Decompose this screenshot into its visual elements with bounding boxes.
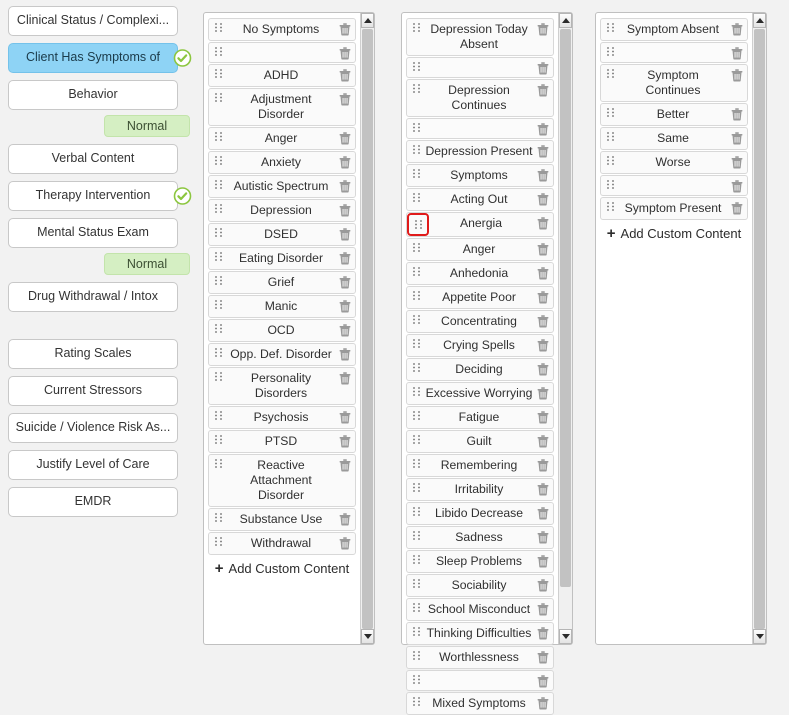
list-item-label: Anger — [264, 131, 298, 145]
list-item[interactable] — [208, 454, 356, 507]
sidebar-item-6 — [8, 282, 190, 312]
trash-icon[interactable] — [729, 178, 745, 193]
sidebar-button-10[interactable]: Justify Level of Care — [8, 450, 178, 480]
list-item[interactable] — [208, 508, 356, 531]
list-item-label: Mixed Symptoms — [432, 696, 526, 710]
drag-handle-icon[interactable] — [409, 433, 423, 444]
list-item-blank[interactable] — [600, 42, 748, 63]
list-item[interactable] — [406, 310, 554, 333]
trash-icon[interactable] — [337, 535, 353, 550]
list-item[interactable] — [406, 454, 554, 477]
sidebar-item-8 — [8, 376, 190, 406]
list-item-label: Deciding — [455, 362, 503, 376]
trash-icon[interactable] — [535, 505, 551, 520]
drag-handle-icon[interactable] — [211, 535, 225, 546]
list-item-label — [617, 178, 729, 180]
sidebar-button-6[interactable]: Drug Withdrawal / Intox — [8, 282, 178, 312]
list-item[interactable] — [208, 151, 356, 174]
trash-icon[interactable] — [535, 577, 551, 592]
sidebar-item-9 — [8, 413, 190, 443]
scroll-down-arrow-icon[interactable] — [361, 629, 374, 644]
trash-icon[interactable] — [729, 200, 745, 215]
column-diagnosis-list — [203, 12, 375, 645]
list-item-label: Irritability — [454, 482, 504, 496]
scrollbar-column-1[interactable] — [360, 13, 374, 644]
sidebar-item-11 — [8, 487, 190, 517]
drag-handle-icon[interactable] — [603, 178, 617, 189]
trash-icon[interactable] — [535, 241, 551, 256]
sidebar-button-0[interactable]: Clinical Status / Complexi... — [8, 6, 178, 36]
scrollbar-thumb[interactable] — [754, 29, 765, 629]
trash-icon[interactable] — [337, 433, 353, 448]
trash-icon[interactable] — [337, 250, 353, 265]
list-item[interactable] — [208, 271, 356, 294]
trash-icon[interactable] — [337, 154, 353, 169]
drag-handle-icon[interactable] — [211, 274, 225, 285]
sidebar-button-4[interactable]: Therapy Intervention — [8, 181, 178, 211]
add-custom-content-button[interactable] — [208, 556, 356, 580]
drag-handle-icon[interactable] — [409, 143, 423, 154]
drag-handle-icon[interactable] — [409, 409, 423, 420]
trash-icon[interactable] — [535, 649, 551, 664]
list-item-label: Adjustment Disorder — [250, 92, 312, 121]
list-item-blank[interactable] — [406, 57, 554, 78]
trash-icon[interactable] — [535, 143, 551, 158]
trash-icon[interactable] — [535, 361, 551, 376]
drag-handle-icon[interactable] — [409, 695, 423, 706]
list-item-label: Eating Disorder — [239, 251, 323, 265]
list-item[interactable] — [406, 164, 554, 187]
list-item[interactable] — [208, 430, 356, 453]
trash-icon[interactable] — [729, 67, 745, 82]
list-item[interactable] — [208, 406, 356, 429]
drag-handle-icon[interactable] — [211, 226, 225, 237]
trash-icon[interactable] — [337, 130, 353, 145]
trash-icon[interactable] — [337, 45, 353, 60]
scroll-up-arrow-icon[interactable] — [361, 13, 374, 28]
column-depression-symptoms-content — [402, 13, 558, 710]
trash-icon[interactable] — [337, 409, 353, 424]
list-item-label: Symptoms — [450, 168, 508, 182]
trash-icon[interactable] — [535, 433, 551, 448]
list-item[interactable] — [406, 79, 554, 117]
list-item-label: Anergia — [459, 216, 502, 230]
drag-handle-icon[interactable] — [211, 67, 225, 78]
list-item[interactable] — [406, 502, 554, 525]
list-item[interactable] — [208, 223, 356, 246]
drag-handle-icon[interactable] — [211, 346, 225, 357]
list-item[interactable] — [208, 175, 356, 198]
trash-icon[interactable] — [337, 21, 353, 36]
scrollbar-column-2[interactable] — [558, 13, 572, 644]
list-item-label: Symptom Present — [624, 201, 722, 215]
list-item[interactable] — [406, 598, 554, 621]
trash-icon[interactable] — [535, 215, 551, 230]
check-circle-icon — [174, 188, 191, 205]
list-item-label: Depression Continues — [448, 83, 510, 112]
list-item[interactable] — [406, 140, 554, 163]
sidebar-button-7[interactable]: Rating Scales — [8, 339, 178, 369]
sidebar-divider — [8, 319, 190, 332]
trash-icon[interactable] — [535, 191, 551, 206]
list-item-label: ADHD — [263, 68, 299, 82]
trash-icon[interactable] — [535, 337, 551, 352]
trash-icon[interactable] — [535, 167, 551, 182]
list-item-label: OCD — [267, 323, 295, 337]
list-item-label: Acting Out — [450, 192, 508, 206]
list-item-label: Crying Spells — [443, 338, 515, 352]
sidebar-item-5 — [8, 218, 190, 275]
column-diagnosis-list-content — [204, 13, 360, 644]
column-symptom-status-content — [596, 13, 752, 644]
list-item[interactable] — [406, 406, 554, 429]
list-item-label: Depression Today Absent — [430, 22, 528, 51]
sidebar-button-5[interactable]: Mental Status Exam — [8, 218, 178, 248]
trash-icon[interactable] — [337, 202, 353, 217]
drag-handle-icon[interactable] — [211, 322, 225, 333]
list-item[interactable] — [406, 550, 554, 573]
list-item-label: Sadness — [455, 530, 503, 544]
drag-handle-icon[interactable] — [409, 191, 423, 202]
list-item[interactable] — [208, 18, 356, 41]
list-item[interactable] — [600, 18, 748, 41]
list-item-label: Opp. Def. Disorder — [230, 347, 332, 361]
drag-handle-icon[interactable] — [211, 433, 225, 444]
list-item-blank[interactable] — [600, 175, 748, 196]
list-item-label: Symptom Absent — [626, 22, 720, 36]
scrollbar-thumb[interactable] — [362, 29, 373, 629]
scrollbar-column-3[interactable] — [752, 13, 766, 644]
list-item[interactable] — [600, 127, 748, 150]
list-item[interactable] — [406, 382, 554, 405]
sidebar-button-1[interactable]: Client Has Symptoms of — [8, 43, 178, 73]
drag-handle-icon[interactable] — [409, 457, 423, 468]
drag-handle-icon[interactable] — [409, 241, 423, 252]
drag-handle-icon[interactable] — [211, 457, 225, 468]
list-item-label — [617, 45, 729, 47]
trash-icon[interactable] — [535, 289, 551, 304]
trash-icon[interactable] — [535, 601, 551, 616]
trash-icon[interactable] — [337, 370, 353, 385]
column-depression-symptoms-list — [401, 12, 573, 710]
list-item-blank[interactable] — [406, 670, 554, 691]
list-item-label: Manic — [264, 299, 298, 313]
list-item[interactable] — [406, 430, 554, 453]
list-item-label: Better — [656, 107, 690, 121]
drag-handle-icon[interactable] — [211, 202, 225, 213]
list-item[interactable] — [406, 238, 554, 261]
list-item[interactable] — [406, 692, 554, 715]
list-item[interactable] — [600, 103, 748, 126]
trash-icon[interactable] — [337, 298, 353, 313]
drag-handle-icon[interactable] — [211, 250, 225, 261]
drag-handle-icon[interactable] — [603, 21, 617, 32]
drag-handle-icon[interactable] — [409, 82, 423, 93]
drag-handle-icon[interactable] — [409, 625, 423, 636]
trash-icon[interactable] — [535, 457, 551, 472]
scroll-down-arrow-icon[interactable] — [753, 629, 766, 644]
list-item[interactable] — [208, 295, 356, 318]
list-item[interactable] — [406, 526, 554, 549]
list-item[interactable] — [208, 319, 356, 342]
list-item[interactable] — [406, 334, 554, 357]
list-item[interactable] — [208, 199, 356, 222]
trash-icon[interactable] — [535, 409, 551, 424]
list-item[interactable] — [406, 188, 554, 211]
trash-icon[interactable] — [535, 625, 551, 640]
trash-icon[interactable] — [535, 265, 551, 280]
list-item[interactable] — [208, 367, 356, 405]
trash-icon[interactable] — [535, 553, 551, 568]
trash-icon[interactable] — [337, 457, 353, 472]
drag-handle-icon[interactable] — [409, 60, 423, 71]
drag-handle-icon[interactable] — [211, 298, 225, 309]
drag-handle-icon[interactable] — [409, 673, 423, 684]
drag-handle-icon[interactable] — [409, 553, 423, 564]
sidebar-item-7 — [8, 339, 190, 369]
trash-icon[interactable] — [337, 67, 353, 82]
trash-icon[interactable] — [729, 21, 745, 36]
trash-icon[interactable] — [535, 673, 551, 688]
drag-handle-icon[interactable] — [603, 154, 617, 165]
list-item-label: Excessive Worrying — [425, 386, 533, 400]
trash-icon[interactable] — [535, 82, 551, 97]
trash-icon[interactable] — [729, 106, 745, 121]
drag-handle-icon[interactable] — [409, 529, 423, 540]
list-item[interactable] — [208, 247, 356, 270]
trash-icon[interactable] — [337, 274, 353, 289]
list-item[interactable] — [208, 64, 356, 87]
sidebar-sub-badge-2[interactable]: Normal — [104, 115, 190, 137]
list-item-label: DSED — [264, 227, 298, 241]
drag-handle-icon[interactable] — [211, 45, 225, 56]
drag-handle-icon[interactable] — [603, 200, 617, 211]
list-item-label: Autistic Spectrum — [233, 179, 329, 193]
plus-icon: + — [214, 560, 224, 577]
drag-handle-icon[interactable] — [211, 154, 225, 165]
list-item-label: Libido Decrease — [434, 506, 524, 520]
list-item-label: Worthlessness — [439, 650, 519, 664]
add-custom-content-button[interactable] — [600, 221, 748, 245]
list-item[interactable] — [406, 478, 554, 501]
trash-icon[interactable] — [535, 385, 551, 400]
list-item[interactable] — [406, 286, 554, 309]
list-item-label: Sleep Problems — [435, 554, 523, 568]
drag-handle-icon[interactable] — [409, 265, 423, 276]
sidebar-item-4 — [8, 181, 190, 211]
drag-handle-icon[interactable] — [603, 130, 617, 141]
list-item[interactable] — [208, 532, 356, 555]
list-item-label: No Symptoms — [242, 22, 320, 36]
list-item[interactable] — [600, 64, 748, 102]
sidebar-item-3 — [8, 144, 190, 174]
list-item-label — [423, 673, 535, 675]
trash-icon[interactable] — [337, 346, 353, 361]
list-item-label: Substance Use — [239, 512, 323, 526]
trash-icon[interactable] — [337, 226, 353, 241]
list-item[interactable] — [600, 151, 748, 174]
drag-handle-icon[interactable] — [211, 178, 225, 189]
list-item-label — [423, 60, 535, 62]
sidebar-button-9[interactable]: Suicide / Violence Risk As... — [8, 413, 178, 443]
scroll-up-arrow-icon[interactable] — [753, 13, 766, 28]
list-item-label: Anxiety — [261, 155, 301, 169]
drag-handle-icon[interactable] — [409, 577, 423, 588]
list-item-label: Concentrating — [441, 314, 517, 328]
trash-icon[interactable] — [535, 21, 551, 36]
drag-handle-icon[interactable] — [409, 481, 423, 492]
drag-handle-icon[interactable] — [211, 21, 225, 32]
drag-handle-icon[interactable] — [409, 313, 423, 324]
list-item-blank[interactable] — [406, 118, 554, 139]
drag-handle-icon[interactable] — [409, 289, 423, 300]
sidebar-item-2 — [8, 80, 190, 137]
drag-handle-icon[interactable] — [211, 409, 225, 420]
drag-handle-icon[interactable] — [409, 215, 427, 234]
sidebar-sub-badge-5[interactable]: Normal — [104, 253, 190, 275]
scrollbar-thumb[interactable] — [560, 29, 571, 587]
list-item[interactable] — [600, 197, 748, 220]
scroll-up-arrow-icon[interactable] — [559, 13, 572, 28]
trash-icon[interactable] — [337, 91, 353, 106]
list-item-label: Appetite Poor — [442, 290, 516, 304]
list-item-label: Personality Disorders — [250, 371, 312, 400]
sidebar-button-2[interactable]: Behavior — [8, 80, 178, 110]
list-item[interactable] — [208, 88, 356, 126]
drag-handle-icon[interactable] — [409, 21, 423, 32]
drag-handle-icon[interactable] — [603, 45, 617, 56]
list-item-blank[interactable] — [208, 42, 356, 63]
list-item[interactable] — [406, 212, 554, 237]
drag-handle-icon[interactable] — [409, 337, 423, 348]
list-item[interactable] — [406, 262, 554, 285]
sidebar-button-8[interactable]: Current Stressors — [8, 376, 178, 406]
sidebar-item-10 — [8, 450, 190, 480]
list-item-label: Psychosis — [253, 410, 309, 424]
list-item-label: Sociability — [451, 578, 507, 592]
drag-handle-icon[interactable] — [409, 361, 423, 372]
list-item-label: School Misconduct — [427, 602, 531, 616]
drag-handle-icon[interactable] — [409, 121, 423, 132]
add-custom-content-label: Add Custom Content — [620, 226, 742, 241]
list-item-label: Remembering — [440, 458, 518, 472]
sidebar-button-3[interactable]: Verbal Content — [8, 144, 178, 174]
sidebar-item-0 — [8, 6, 190, 36]
list-item-label: PTSD — [264, 434, 298, 448]
drag-handle-icon[interactable] — [409, 167, 423, 178]
drag-handle-icon[interactable] — [211, 511, 225, 522]
trash-icon[interactable] — [535, 695, 551, 710]
list-item-label: Guilt — [466, 434, 492, 448]
trash-icon[interactable] — [535, 529, 551, 544]
trash-icon[interactable] — [535, 313, 551, 328]
sidebar-button-11[interactable]: EMDR — [8, 487, 178, 517]
drag-handle-icon[interactable] — [211, 130, 225, 141]
drag-handle-icon[interactable] — [211, 370, 225, 381]
list-item-label: Grief — [267, 275, 295, 289]
list-item[interactable] — [406, 622, 554, 645]
list-item[interactable] — [406, 574, 554, 597]
drag-handle-icon[interactable] — [603, 67, 617, 78]
list-item-label: Depression Present — [425, 144, 533, 158]
trash-icon[interactable] — [535, 60, 551, 75]
list-item-label — [423, 121, 535, 123]
check-circle-icon — [174, 50, 191, 67]
drag-handle-icon[interactable] — [409, 649, 423, 660]
list-item[interactable] — [208, 343, 356, 366]
sidebar-item-1 — [8, 43, 190, 73]
list-item-label: Withdrawal — [250, 536, 312, 550]
drag-handle-icon[interactable] — [603, 106, 617, 117]
drag-handle-icon[interactable] — [409, 385, 423, 396]
trash-icon[interactable] — [729, 154, 745, 169]
list-item-label: Reactive Attachment Disorder — [250, 458, 312, 502]
drag-handle-icon[interactable] — [409, 505, 423, 516]
list-item[interactable] — [406, 358, 554, 381]
list-item[interactable] — [406, 18, 554, 56]
add-custom-content-label: Add Custom Content — [228, 561, 350, 576]
trash-icon[interactable] — [337, 511, 353, 526]
list-item-label: Same — [657, 131, 689, 145]
trash-icon[interactable] — [729, 45, 745, 60]
scroll-down-arrow-icon[interactable] — [559, 629, 572, 644]
trash-icon[interactable] — [535, 121, 551, 136]
trash-icon[interactable] — [337, 322, 353, 337]
list-item-label: Anger — [462, 242, 496, 256]
list-item[interactable] — [406, 646, 554, 669]
drag-handle-icon[interactable] — [211, 91, 225, 102]
list-item-label: Thinking Difficulties — [426, 626, 532, 640]
list-item-label — [225, 45, 337, 47]
list-item-label: Depression — [250, 203, 312, 217]
list-item-label: Fatigue — [458, 410, 500, 424]
drag-handle-icon[interactable] — [409, 601, 423, 612]
list-item-label: Symptom Continues — [645, 68, 701, 97]
column-symptom-status-list — [595, 12, 767, 645]
list-item-label: Worse — [655, 155, 691, 169]
list-item-label: Anhedonia — [449, 266, 509, 280]
trash-icon[interactable] — [337, 178, 353, 193]
list-item[interactable] — [208, 127, 356, 150]
trash-icon[interactable] — [729, 130, 745, 145]
plus-icon: + — [606, 225, 616, 242]
sidebar — [8, 6, 190, 517]
trash-icon[interactable] — [535, 481, 551, 496]
